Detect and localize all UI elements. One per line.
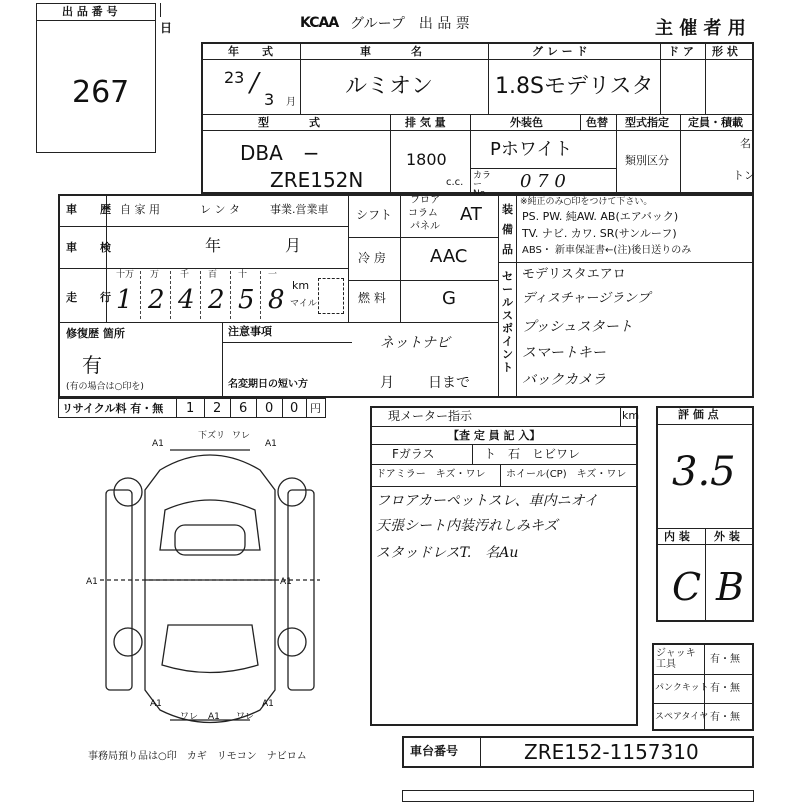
glass-label: Fガラス xyxy=(392,447,435,461)
name-change-month: 月 xyxy=(380,375,394,391)
digit-header: 百 xyxy=(208,270,218,280)
shift-floor: フロア xyxy=(410,195,440,206)
shape-label: 形 状 xyxy=(712,45,738,58)
inspection-month: 月 xyxy=(285,236,302,255)
mileage-digits xyxy=(110,271,290,321)
inspection-year: 年 xyxy=(205,236,222,255)
digit-header: 千 xyxy=(180,270,190,280)
recycle-unit: 円 xyxy=(310,402,321,415)
ac-label: 冷 房 xyxy=(358,251,386,265)
shift-panel: パネル xyxy=(410,221,440,232)
shift-value: AT xyxy=(460,204,482,225)
model-code: ZRE152N xyxy=(270,168,364,192)
persons-unit: 名 xyxy=(740,137,751,150)
sales-point: モデリスタエアロ xyxy=(522,267,626,282)
color-change-label: 色替 xyxy=(586,116,608,129)
meter-label: 現メーター指示 xyxy=(388,409,473,423)
damage-note: ワレ xyxy=(180,712,199,722)
exterior-label: 外 装 xyxy=(714,530,740,543)
glass-marks: ト 石 ヒビワレ xyxy=(484,447,581,461)
inspector-section-title: 【査 定 員 記 入】 xyxy=(448,429,541,442)
color-no-value: 0 7 0 xyxy=(520,171,566,192)
sales-label: セールスポイント xyxy=(502,270,513,374)
damage-mark: A1 xyxy=(152,439,164,449)
sheet-title: グループ 出 品 票 xyxy=(350,16,470,32)
name-change-label: 名変期日の短い方 xyxy=(228,379,308,390)
equip-line: PS. PW. 純AW. AB(エアバック) xyxy=(522,210,679,223)
year-label: 年 式 xyxy=(228,45,279,58)
recycle-digit: 2 xyxy=(213,401,222,416)
exterior-grade: B xyxy=(716,565,744,609)
wheel-label: ホイール(CP) キズ・ワレ xyxy=(506,469,627,480)
lot-label: 出 品 番 号 xyxy=(62,5,118,18)
damage-mark: A1 xyxy=(208,712,220,722)
meter-unit: km xyxy=(622,409,640,422)
equip-line: TV. ナビ. カワ. SR(サンルーフ) xyxy=(522,227,677,240)
km-label: km xyxy=(292,279,310,292)
year-value: 23 xyxy=(224,68,245,87)
extra-value: 有・無 xyxy=(710,712,740,723)
recycle-digit: 0 xyxy=(290,401,299,416)
damage-note: ワレ xyxy=(232,431,251,441)
name-change-day: 日まで xyxy=(428,375,470,391)
lot-number: 267 xyxy=(72,75,130,110)
grade-value: 1.8Sモデリスタ xyxy=(495,74,654,99)
recycle-digit: 6 xyxy=(239,401,248,416)
organizer-label: 主 催 者 用 xyxy=(655,18,746,39)
extra-label: パンクキット xyxy=(655,683,709,693)
month-value: 3 xyxy=(264,90,275,109)
fuel-value: G xyxy=(442,288,456,309)
history-label: 車 歴 xyxy=(66,203,117,216)
chassis-number: ZRE152-1157310 xyxy=(524,740,699,764)
notes-label: 注意事項 xyxy=(228,325,272,338)
inspector-comment: スタッドレスT. 名Au xyxy=(376,545,519,561)
repair-value: 有 xyxy=(82,353,102,377)
extra-label: スペアタイヤ xyxy=(655,712,709,722)
mileage-digit: 1 xyxy=(116,285,133,315)
damage-mark: A1 xyxy=(262,699,274,709)
repair-note: (有の場合は○印を) xyxy=(66,382,144,392)
history-business: 事業.営業車 xyxy=(270,203,329,216)
recycle-digit: 0 xyxy=(265,401,274,416)
history-rental: レ ン タ xyxy=(200,203,240,216)
mileage-label: 走 行 xyxy=(66,291,117,304)
grade-label: グ レ ー ド xyxy=(532,45,588,58)
category-label: 類別区分 xyxy=(625,154,669,167)
recycle-label: リサイクル料 有・無 xyxy=(62,402,164,415)
inspector-comment: 天張シート内装汚れしみキズ xyxy=(376,518,558,534)
km-checkbox xyxy=(318,278,344,314)
name-label: 車 名 xyxy=(360,45,428,58)
history-private: 自 家 用 xyxy=(120,203,160,216)
bottom-row xyxy=(402,790,754,802)
mirror-label: ドアミラー キズ・ワレ xyxy=(376,469,486,480)
mile-label: マイル xyxy=(290,299,317,309)
sales-point: プッシュスタート xyxy=(522,319,633,335)
equip-note: ※純正のみ○印をつけて下さい。 xyxy=(520,197,653,207)
vehicle-name: ルミオン xyxy=(345,74,434,99)
shift-column: コラム xyxy=(408,208,438,219)
month-unit: 月 xyxy=(286,97,296,108)
equip-line: ABS・ 新車保証書←(注)後日送りのみ xyxy=(522,245,692,256)
kcaa-logo: KCAA xyxy=(300,15,339,31)
sales-point: スマートキー xyxy=(522,345,606,361)
extra-label: ジャッキ工具 xyxy=(656,648,696,670)
mileage-digit: 5 xyxy=(238,285,255,315)
repair-label: 修復歴 箇所 xyxy=(66,327,125,340)
designation-label: 型式指定 xyxy=(625,116,669,129)
inspection-label: 車 検 xyxy=(66,241,117,254)
interior-grade: C xyxy=(672,565,702,609)
ac-value: AAC xyxy=(430,246,468,267)
damage-mark: A1 xyxy=(86,577,98,587)
interior-label: 内 装 xyxy=(664,530,690,543)
damage-mark: A1 xyxy=(280,577,292,587)
inspector-comment: フロアカーペットスレ、車内ニオイ xyxy=(376,493,598,509)
shift-label: シフト xyxy=(356,208,393,222)
day-suffix: 日 xyxy=(160,21,173,35)
mileage-digit: 2 xyxy=(148,285,165,315)
damage-mark: A1 xyxy=(150,699,162,709)
damage-mark: A1 xyxy=(265,439,277,449)
tons-unit: トン xyxy=(733,169,755,182)
equip-label: 装備品 xyxy=(502,203,513,256)
displacement-label: 排 気 量 xyxy=(405,116,446,129)
score-label: 評 価 点 xyxy=(678,408,719,421)
cc-unit: c.c. xyxy=(446,177,464,188)
digit-header: 十万 xyxy=(116,270,135,280)
digit-header: 一 xyxy=(268,270,278,280)
mileage-digit: 4 xyxy=(178,285,195,315)
color-no-label: カラー No. xyxy=(473,171,492,199)
sales-point: ディスチャージランプ xyxy=(522,291,651,306)
fuel-label: 燃 料 xyxy=(358,291,386,305)
overall-score: 3.5 xyxy=(672,449,736,495)
car-damage-diagram xyxy=(90,430,330,740)
digit-header: 万 xyxy=(150,270,160,280)
color-value: Pホワイト xyxy=(490,139,573,160)
extra-value: 有・無 xyxy=(710,683,740,694)
chassis-label: 車台番号 xyxy=(410,744,459,758)
extra-value: 有・無 xyxy=(710,654,740,665)
displacement-value: 1800 xyxy=(406,150,447,169)
mileage-digit: 2 xyxy=(208,285,225,315)
notes-value: ネットナビ xyxy=(380,335,450,351)
model-label: 型 式 xyxy=(258,116,326,129)
damage-note: ワレ xyxy=(236,712,255,722)
color-label: 外装色 xyxy=(510,116,543,129)
mileage-digit: 8 xyxy=(268,285,285,315)
model-prefix: DBA − xyxy=(240,141,320,165)
recycle-digit: 1 xyxy=(186,401,195,416)
year-slash: / xyxy=(250,68,259,98)
sales-point: バックカメラ xyxy=(522,372,606,388)
doors-label: ド ア xyxy=(668,45,694,58)
damage-note: 下ズリ xyxy=(198,431,226,441)
capacity-label: 定員・積載 xyxy=(688,116,743,129)
office-items: 事務局預り品は○印 カギ リモコン ナビロム xyxy=(88,751,307,762)
digit-header: 十 xyxy=(238,270,248,280)
